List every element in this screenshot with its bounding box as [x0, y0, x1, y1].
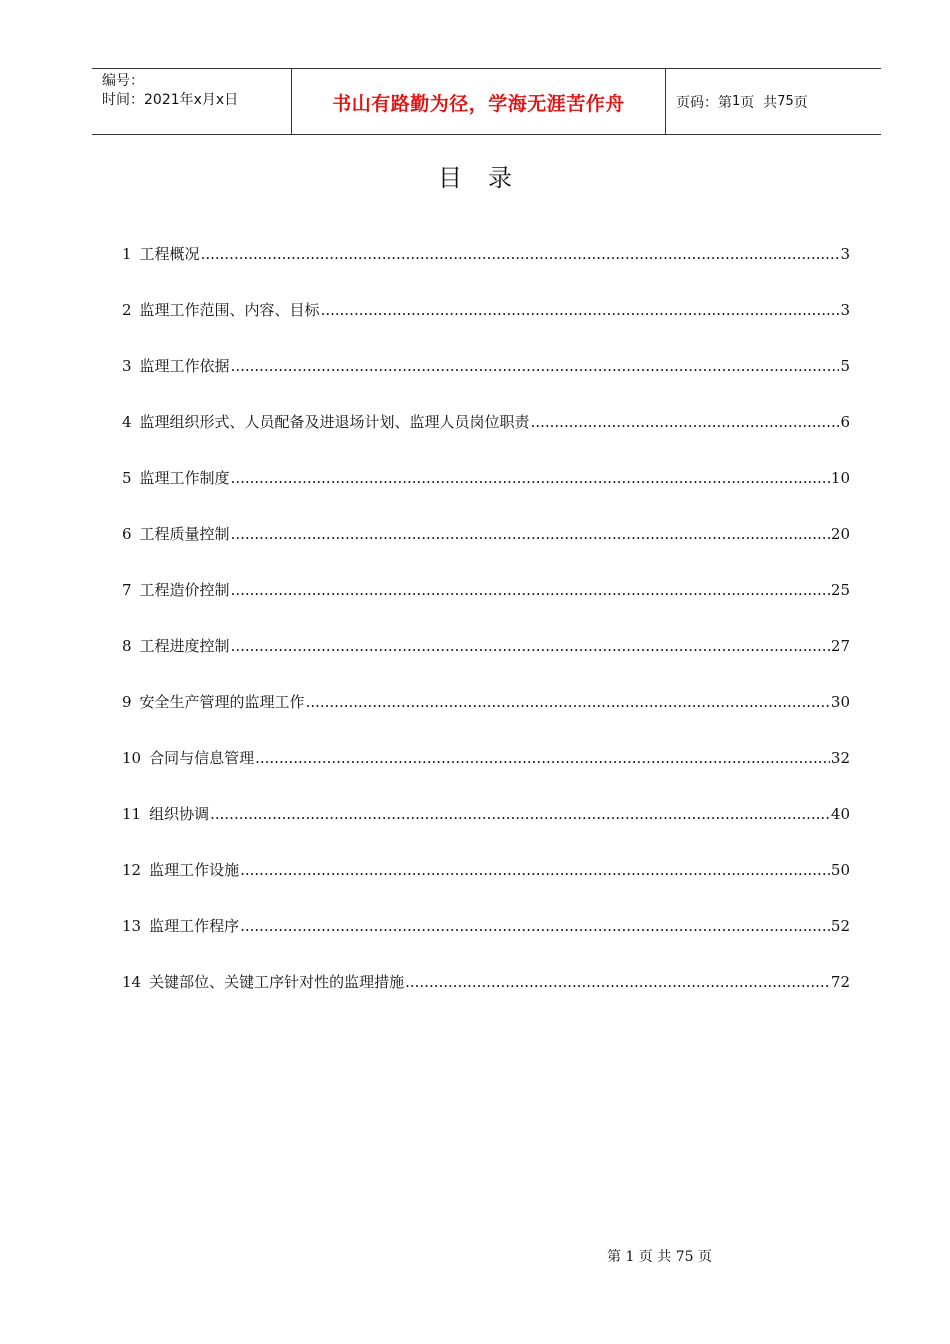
toc-entry-title: 监理工作范围、内容、目标	[139, 301, 320, 319]
toc-entry[interactable]	[122, 972, 850, 1028]
toc-entry-title: 合同与信息管理	[149, 749, 255, 767]
toc-entry-title: 工程造价控制	[139, 581, 230, 599]
toc-entry-page: 32	[830, 749, 850, 767]
toc-entry-number: 9	[122, 693, 132, 711]
toc-entry-page: 20	[830, 525, 850, 543]
toc-entry[interactable]	[122, 524, 850, 580]
toc-entry-page: 50	[830, 861, 850, 879]
toc-entry-page: 72	[830, 973, 850, 991]
toc-entry-leader	[255, 748, 830, 768]
toc-entry-number: 12	[122, 861, 142, 879]
toc-entry-number: 5	[122, 469, 132, 487]
toc-entry-number: 2	[122, 301, 132, 319]
toc-title: 目录	[438, 164, 538, 192]
toc-entry-number: 4	[122, 413, 132, 431]
toc-entry-title: 安全生产管理的监理工作	[139, 693, 305, 711]
page-header	[92, 68, 881, 135]
toc-entry[interactable]	[122, 804, 850, 860]
header-meta-cell	[92, 69, 292, 134]
toc-entry-leader	[210, 804, 830, 824]
toc-entry-leader	[240, 916, 830, 936]
toc-entry-leader	[531, 412, 840, 432]
toc-entry-leader	[231, 524, 830, 544]
toc-entry[interactable]	[122, 356, 850, 412]
toc-entry-leader	[231, 468, 830, 488]
toc-entry[interactable]	[122, 748, 850, 804]
toc-entry-leader	[231, 636, 830, 656]
toc-entry[interactable]	[122, 636, 850, 692]
toc-entry[interactable]	[122, 916, 850, 972]
toc-entry[interactable]	[122, 412, 850, 468]
header-page-suffix: 页	[793, 94, 808, 111]
header-page-mid: 页 共	[740, 94, 778, 111]
toc-entry[interactable]	[122, 692, 850, 748]
toc-entry-leader	[306, 692, 830, 712]
header-motto: 书山有路勤为径，学海无涯苦作舟	[332, 93, 625, 115]
toc-entry[interactable]	[122, 300, 850, 356]
toc-entry[interactable]	[122, 580, 850, 636]
serial-number-label: 编号：	[102, 73, 144, 89]
page-footer: 第 1 页 共 75 页	[607, 1249, 712, 1265]
toc-entry-page: 5	[840, 357, 850, 375]
toc-entry-title: 关键部位、关键工序针对性的监理措施	[149, 973, 405, 991]
toc-entry[interactable]	[122, 244, 850, 300]
toc-entry-page: 3	[840, 301, 850, 319]
toc-entry-title: 工程概况	[139, 245, 200, 263]
toc-entry-page: 25	[830, 581, 850, 599]
header-page-prefix: 页码：第	[676, 94, 732, 111]
toc-entry-page: 6	[840, 413, 850, 431]
toc-entry-leader	[231, 580, 830, 600]
header-page-current: 1	[732, 94, 741, 109]
toc-entry-page: 30	[830, 693, 850, 711]
toc-entry-leader	[201, 244, 840, 264]
toc-entry-number: 10	[122, 749, 142, 767]
toc-entry[interactable]	[122, 468, 850, 524]
toc-entry-number: 1	[122, 245, 132, 263]
toc-entry-leader	[231, 356, 840, 376]
toc-entry-title: 监理工作制度	[139, 469, 230, 487]
toc-entry-leader	[405, 972, 830, 992]
toc-entry-title: 监理工作程序	[149, 917, 240, 935]
toc-entry-page: 27	[830, 637, 850, 655]
time-label: 时间：2021年x月x日	[102, 92, 239, 108]
toc-entry-number: 8	[122, 637, 132, 655]
toc-entry-number: 11	[122, 805, 142, 823]
toc-entry-number: 7	[122, 581, 132, 599]
toc-entry-leader	[321, 300, 840, 320]
header-page-cell	[666, 69, 881, 134]
toc-entry-page: 40	[830, 805, 850, 823]
toc-entry-page: 10	[830, 469, 850, 487]
toc-entry-leader	[240, 860, 830, 880]
toc-entry-title: 工程质量控制	[139, 525, 230, 543]
toc-entry-number: 13	[122, 917, 142, 935]
toc-entry-title: 工程进度控制	[139, 637, 230, 655]
toc-entry-page: 3	[840, 245, 850, 263]
toc-entry-number: 3	[122, 357, 132, 375]
toc-entry[interactable]	[122, 860, 850, 916]
toc-entry-page: 52	[830, 917, 850, 935]
toc-entry-title: 监理工作设施	[149, 861, 240, 879]
toc-entry-title: 监理组织形式、人员配备及进退场计划、监理人员岗位职责	[139, 413, 530, 431]
toc-entry-title: 组织协调	[149, 805, 210, 823]
toc-entry-number: 14	[122, 973, 142, 991]
toc-entry-number: 6	[122, 525, 132, 543]
header-page-total: 75	[777, 94, 794, 109]
toc-list	[122, 244, 850, 1028]
toc-entry-title: 监理工作依据	[139, 357, 230, 375]
header-motto-cell	[292, 69, 666, 134]
